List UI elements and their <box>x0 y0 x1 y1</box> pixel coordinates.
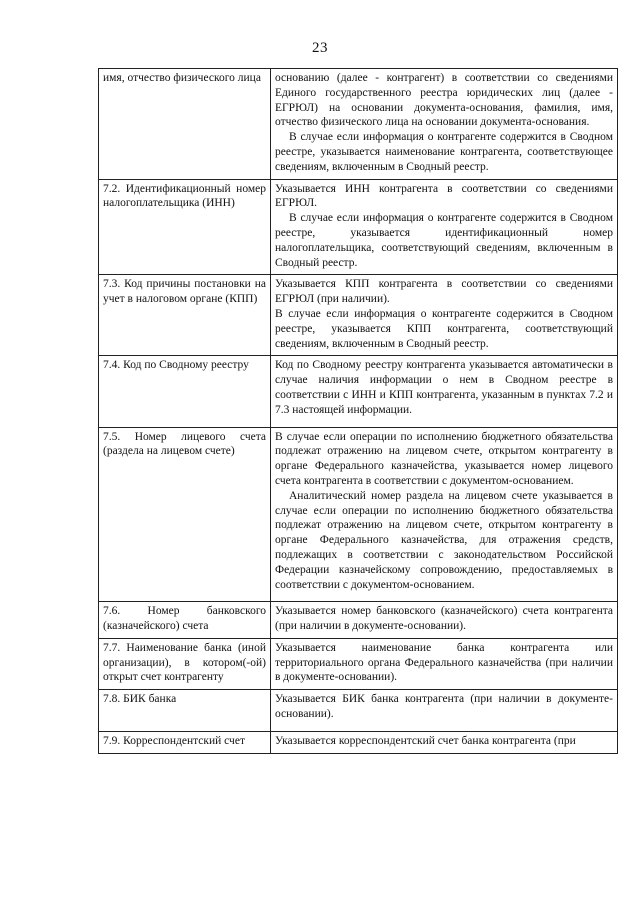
description-paragraph: Указывается корреспондентский счет банка контрагента (при <box>275 734 576 747</box>
field-description-cell <box>271 275 618 356</box>
page-number: 23 <box>312 40 328 56</box>
field-name-cell: 7.2. Идентификационный номер налогоплательщика (ИНН) <box>99 179 271 275</box>
description-paragraph: Аналитический номер раздела на лицевом счете указывается в случае если операции по исполнению бюджетного обязательства подлежат отражению на лицевом счете, открытом контрагенту в органе Федерального казначейства, для отражения средств, подлежащих в соответствии с законодательством Российской Федерации казначейскому сопровождению, предоставляемых в соответствии с документом-основанием. <box>275 489 613 591</box>
field-name-cell: 7.7. Наименование банка (иной организации), в котором(-ой) открыт счет контрагенту <box>99 638 271 689</box>
description-paragraph: В случае если операции по исполнению бюджетного обязательства подлежат отражению на лицевом счете, открытом контрагенту в органе Федерального казначейства, указывается номер лицевого счета контрагента в соответствии с документом-основанием. <box>275 430 613 487</box>
table-row <box>99 356 618 427</box>
description-paragraph: Указывается КПП контрагента в соответствии со сведениями ЕГРЮЛ (при наличии). <box>275 278 613 306</box>
field-name-cell: 7.5. Номер лицевого счета (раздела на лицевом счете) <box>99 427 271 602</box>
table-row <box>99 690 618 732</box>
field-description-cell <box>271 602 618 639</box>
field-description-cell <box>271 638 618 689</box>
description-paragraph: основанию (далее - контрагент) в соответствии со сведениями Единого государственного реестра юридических лиц (далее - ЕГРЮЛ) на основании документа-основания, фамилия, имя, отчество физического лица на основании документа-основания. <box>275 72 613 129</box>
field-name-cell: имя, отчество физического лица <box>99 69 271 180</box>
description-paragraph: Указывается номер банковского (казначейского) счета контрагента (при наличии в документе-основании). <box>275 605 613 633</box>
table-row <box>99 179 618 275</box>
description-paragraph: Код по Сводному реестру контрагента указывается автоматически в случае наличия информации о нем в Сводном реестре в соответствии с ИНН и КПП контрагента, указанным в пунктах 7.2 и 7.3 настоящей информации. <box>275 359 613 416</box>
requisites-table <box>98 68 618 754</box>
field-description-cell <box>271 731 618 753</box>
description-paragraph: Указывается ИНН контрагента в соответствии со сведениями ЕГРЮЛ. <box>275 182 613 210</box>
field-description-cell <box>271 69 618 180</box>
description-paragraph: В случае если информация о контрагенте содержится в Сводном реестре, указывается наименование контрагента, соответствующее сведениям, включенным в Сводный реестр. <box>275 131 613 173</box>
description-paragraph: В случае если информация о контрагенте содержится в Сводном реестре, указывается КПП контрагента, соответствующий сведениям, включенным в Сводный реестр. <box>275 307 613 350</box>
table-row <box>99 731 618 753</box>
description-paragraph: Указывается наименование банка контрагента или территориального органа Федерального казначейства (при наличии в документе-основании). <box>275 641 613 684</box>
field-name-cell: 7.3. Код причины постановки на учет в налоговом органе (КПП) <box>99 275 271 356</box>
field-description-cell <box>271 179 618 275</box>
description-paragraph: Указывается БИК банка контрагента (при наличии в документе-основании). <box>275 693 613 721</box>
table-row <box>99 69 618 180</box>
field-description-cell <box>271 690 618 732</box>
table-row <box>99 275 618 356</box>
description-paragraph: В случае если информация о контрагенте содержится в Сводном реестре, указывается идентификационный номер налогоплательщика, соответствующий сведениям, включенным в Сводный реестр. <box>275 212 613 269</box>
field-name-cell: 7.8. БИК банка <box>99 690 271 732</box>
field-name-cell: 7.9. Корреспондентский счет <box>99 731 271 753</box>
table-row <box>99 638 618 689</box>
field-description-cell <box>271 427 618 602</box>
table-row <box>99 427 618 602</box>
field-description-cell <box>271 356 618 427</box>
table-row <box>99 602 618 639</box>
field-name-cell: 7.4. Код по Сводному реестру <box>99 356 271 427</box>
field-name-cell: 7.6. Номер банковского (казначейского) счета <box>99 602 271 639</box>
